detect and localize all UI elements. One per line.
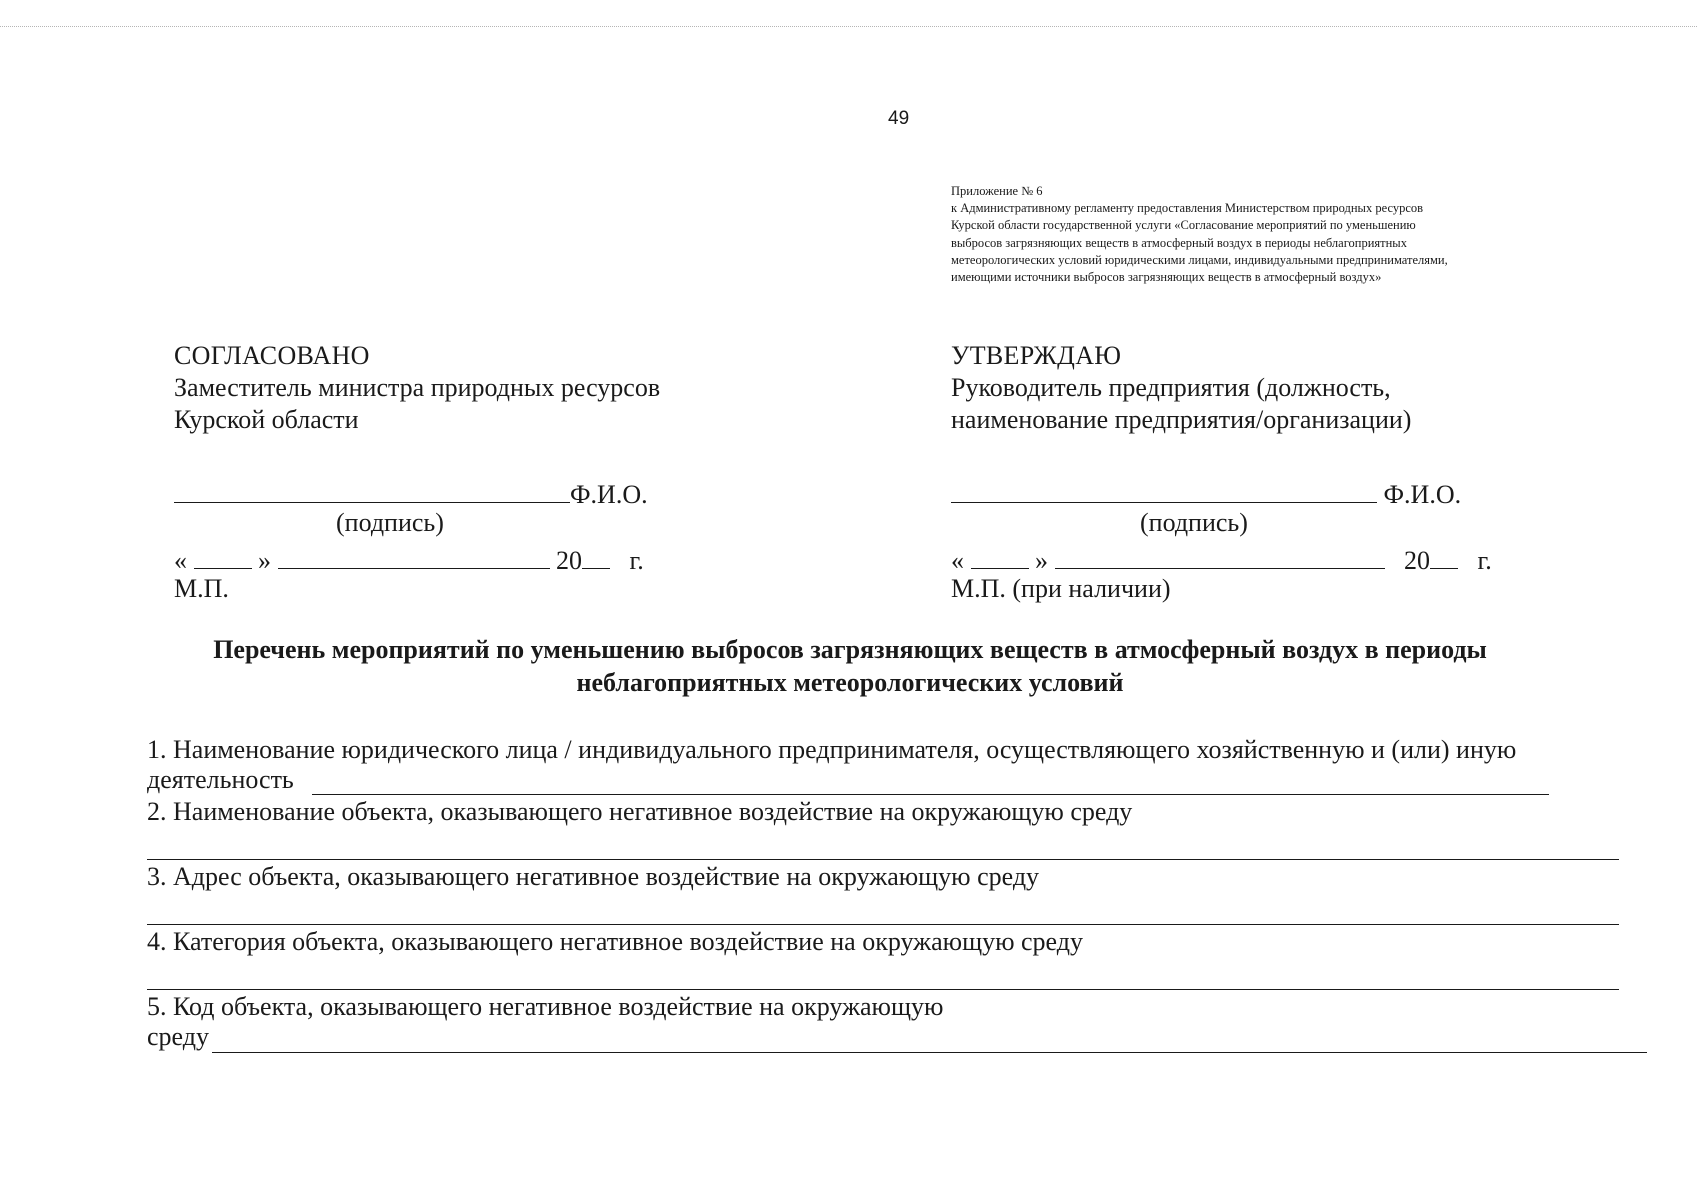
item-2-fill-line: [147, 859, 1619, 860]
left-stamp-label: М.П.: [174, 574, 229, 603]
left-quote-close: »: [258, 546, 271, 575]
approval-left-line2: Курской области: [174, 405, 359, 434]
approval-left-line1: Заместитель министра природных ресурсов: [174, 373, 661, 402]
appendix-line: к Административному регламенту предоставления Министерством природных ресурсов: [951, 201, 1424, 216]
heading-line1: Перечень мероприятий по уменьшению выбросов загрязняющих веществ в атмосферный воздух в периоды: [213, 635, 1487, 664]
page-number: 49: [888, 108, 910, 129]
right-stamp-label: М.П. (при наличии): [951, 574, 1171, 603]
right-signature-row: [951, 476, 1461, 510]
right-year-prefix: 20: [1404, 546, 1430, 575]
scan-edge-line: [0, 26, 1697, 27]
item-1-label: деятельность: [147, 765, 294, 794]
left-month-line: [278, 542, 550, 569]
approval-left-block: [174, 340, 660, 436]
left-signature-row: [174, 476, 648, 510]
left-year-suffix: г.: [629, 546, 644, 575]
left-year-prefix: 20: [556, 546, 582, 575]
item-4-fill-line: [147, 989, 1619, 990]
left-fio-label: Ф.И.О.: [570, 480, 648, 509]
appendix-line: Приложение № 6: [951, 184, 1043, 198]
right-fio-label: Ф.И.О.: [1383, 480, 1462, 509]
appendix-line: метеорологических условий юридическими лицами, индивидуальными предпринимателями,: [951, 252, 1448, 267]
left-date-row: [174, 542, 644, 576]
approval-right-title: УТВЕРЖДАЮ: [951, 341, 1122, 370]
item-5-label: среду: [147, 1022, 209, 1051]
item-2-label: 2. Наименование объекта, оказывающего негативное воздействие на окружающую среду: [147, 797, 1133, 826]
left-signature-caption: (подпись): [336, 508, 444, 537]
right-quote-close: »: [1035, 546, 1048, 575]
item-5-fill-line: [212, 1052, 1647, 1053]
item-5-line1: 5. Код объекта, оказывающего негативное воздействие на окружающую: [147, 992, 944, 1021]
appendix-line: выбросов загрязняющих веществ в атмосферный воздух в периоды неблагоприятных: [951, 235, 1407, 250]
right-signature-caption: (подпись): [1140, 508, 1248, 537]
heading-line2: неблагоприятных метеорологических условий: [576, 668, 1124, 697]
approval-right-line2: наименование предприятия/организации): [951, 405, 1412, 434]
left-signature-line: [174, 476, 570, 503]
left-day-line: [194, 542, 252, 569]
right-day-line: [971, 542, 1029, 569]
approval-right-block: [951, 340, 1411, 436]
item-3-label: 3. Адрес объекта, оказывающего негативное воздействие на окружающую среду: [147, 862, 1040, 891]
right-date-row: [951, 542, 1492, 576]
item-1-fill-line: [312, 794, 1549, 795]
item-5-line2: [147, 1022, 209, 1052]
item-1-line1: 1. Наименование юридического лица / индивидуального предпринимателя, осуществляющего хозяйственную и (или) иную: [147, 735, 1517, 764]
approval-right-line1: Руководитель предприятия (должность,: [951, 373, 1391, 402]
appendix-line: имеющими источники выбросов загрязняющих веществ в атмосферный воздух»: [951, 270, 1382, 285]
appendix-line: Курской области государственной услуги «Согласование мероприятий по уменьшению: [951, 218, 1416, 233]
item-3-fill-line: [147, 924, 1619, 925]
right-year-line: [1430, 542, 1458, 569]
left-year-line: [582, 542, 610, 569]
right-month-line: [1055, 542, 1385, 569]
left-quote-open: «: [174, 546, 187, 575]
right-signature-line: [951, 476, 1377, 503]
item-1-line2: [147, 765, 294, 795]
right-quote-open: «: [951, 546, 964, 575]
document-heading: [130, 633, 1570, 699]
right-year-suffix: г.: [1477, 546, 1492, 575]
appendix-note: [951, 183, 1651, 286]
approval-left-title: СОГЛАСОВАНО: [174, 341, 370, 370]
item-4-label: 4. Категория объекта, оказывающего негативное воздействие на окружающую среду: [147, 927, 1083, 956]
